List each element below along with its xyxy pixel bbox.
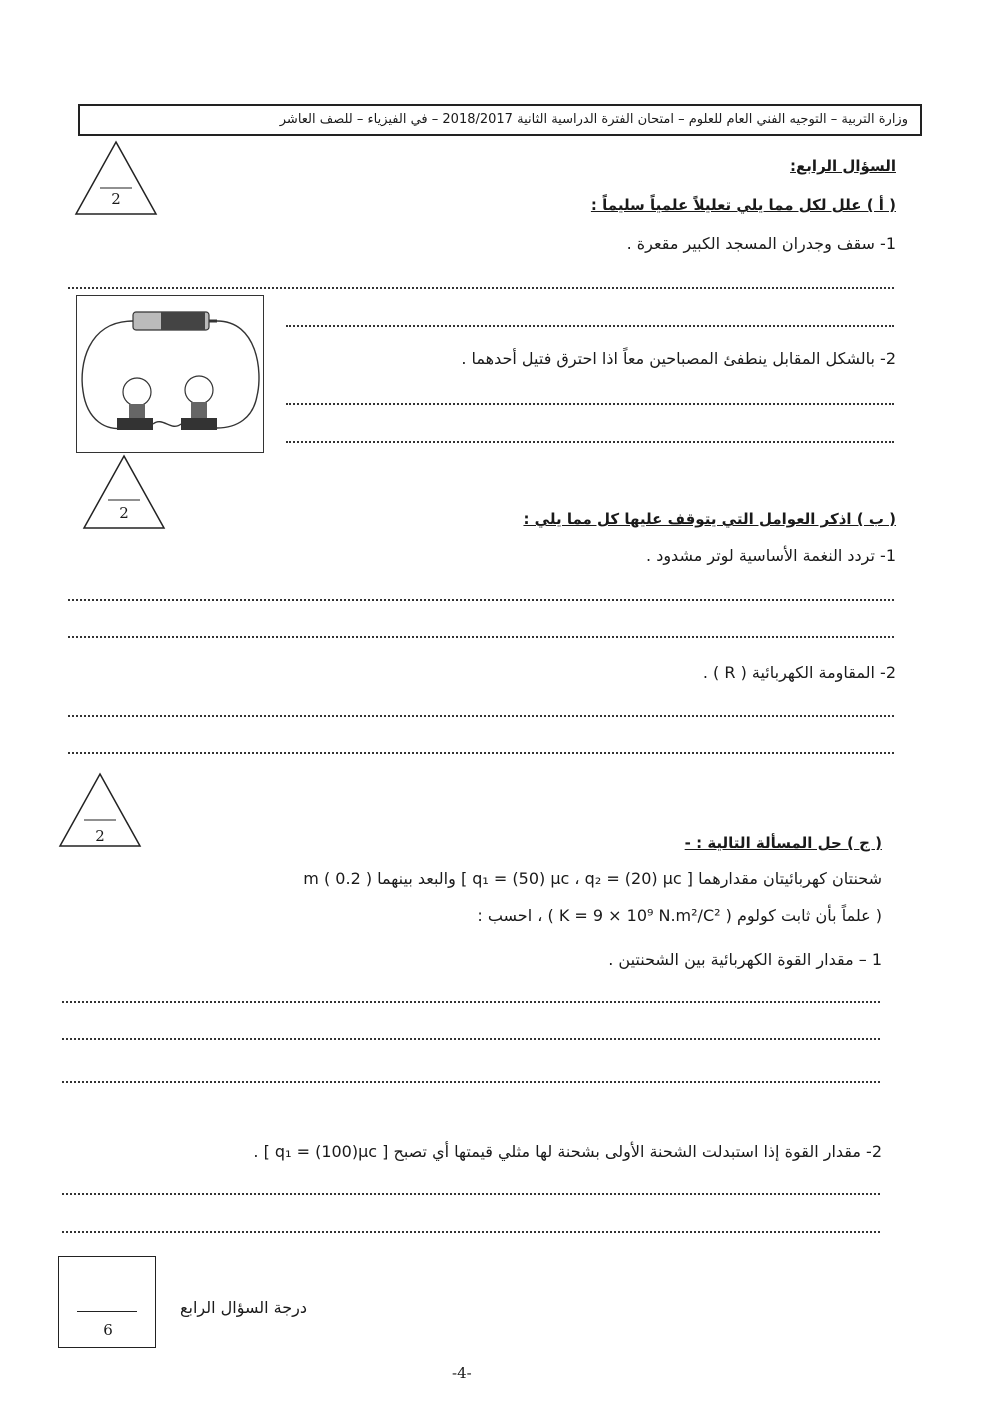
section-c-title: ( ج ) حل المسألة التالية : - xyxy=(684,834,882,852)
section-a-item2: 2- بالشكل المقابل ينطفئ المصباحين معاً اذا احترق فتيل أحدهما . xyxy=(461,349,896,368)
answer-line[interactable] xyxy=(62,1081,880,1083)
page-number: -4- xyxy=(452,1364,472,1382)
answer-line[interactable] xyxy=(62,1001,880,1003)
answer-line[interactable] xyxy=(68,636,894,638)
answer-line[interactable] xyxy=(286,325,894,327)
answer-line[interactable] xyxy=(286,441,894,443)
circuit-figure xyxy=(76,295,264,453)
score-line xyxy=(77,1311,137,1312)
section-b-item1: 1- تردد النغمة الأساسية لوتر مشدود . xyxy=(646,546,896,565)
answer-line[interactable] xyxy=(68,715,894,717)
score-triangle-c xyxy=(58,772,142,848)
exam-header: وزارة التربية – التوجيه الفني العام للعلوم – امتحان الفترة الدراسية الثانية 2018/2017 – في الفيزياء – للصف العاشر xyxy=(78,104,922,136)
answer-line[interactable] xyxy=(68,599,894,601)
total-score-box xyxy=(58,1256,156,1348)
score-max: 6 xyxy=(103,1321,113,1339)
section-c-item2: 2- مقدار القوة إذا استبدلت الشحنة الأولى بشحنة لها مثلي قيمتها أي تصبح [ q₁ = (100)μc ] . xyxy=(253,1142,882,1161)
given-text: ( علماً بأن ثابت كولوم ( K = 9 × 10⁹ N.m²/C² ) ، احسب : xyxy=(477,906,882,925)
answer-line[interactable] xyxy=(68,287,894,289)
score-triangle-a xyxy=(74,140,158,216)
total-score-label: درجة السؤال الرابع xyxy=(180,1298,307,1317)
answer-line[interactable] xyxy=(62,1038,880,1040)
answer-line[interactable] xyxy=(286,403,894,405)
score-triangle-b xyxy=(82,454,166,530)
section-c-item1: 1 – مقدار القوة الكهربائية بين الشحنتين . xyxy=(608,950,882,969)
answer-line[interactable] xyxy=(62,1193,880,1195)
section-b-title: ( ب ) اذكر العوامل التي يتوقف عليها كل مما يلي : xyxy=(523,510,896,528)
answer-line[interactable] xyxy=(68,752,894,754)
problem-text: شحنتان كهربائيتان مقدارهما [ q₁ = (50) μc ، q₂ = (20) μc ] والبعد بينهما ( 0.2 ) m xyxy=(303,869,882,888)
score-max: 2 xyxy=(95,827,105,845)
section-b-item2: 2- المقاومة الكهربائية ( R ) . xyxy=(702,663,896,682)
section-a-title: ( أ ) علل لكل مما يلي تعليلاً علمياً سليماً : xyxy=(590,196,896,214)
series-circuit-icon xyxy=(77,296,263,452)
score-max: 2 xyxy=(111,190,121,208)
section-a-item1: 1- سقف وجدران المسجد الكبير مقعرة . xyxy=(626,234,896,253)
answer-line[interactable] xyxy=(62,1231,880,1233)
question-title: السؤال الرابع: xyxy=(790,157,896,175)
score-max: 2 xyxy=(119,504,129,522)
